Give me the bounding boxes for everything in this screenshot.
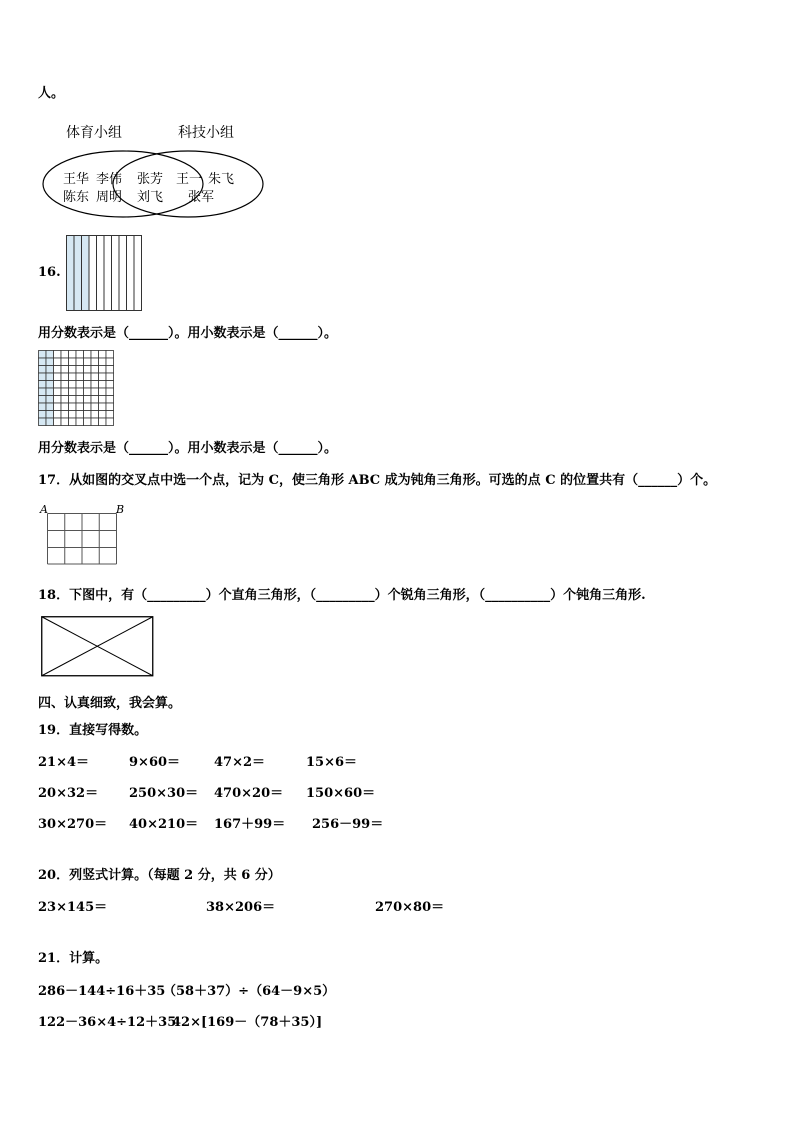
grid-cell — [69, 366, 77, 374]
q17-text: 17．从如图的交叉点中选一个点，记为 C，使三角形 ABC 成为钝角三角形。可选的点 C 的位置共有（______）个。 — [38, 473, 717, 488]
q19-title: 19．直接写得数。 — [38, 723, 148, 738]
grid-cell — [106, 388, 114, 396]
grid-cell — [84, 366, 92, 374]
shaded-cell — [46, 351, 54, 359]
strip — [89, 236, 97, 311]
grid-cell — [76, 351, 84, 359]
grid-cell — [76, 373, 84, 381]
grid-cell — [61, 396, 69, 404]
grid-cell — [61, 358, 69, 366]
shaded-cell — [46, 366, 54, 374]
grid-cell — [76, 358, 84, 366]
grid-cell — [76, 403, 84, 411]
grid-cell — [54, 351, 62, 359]
grid-cell — [91, 373, 99, 381]
grid-cell — [99, 366, 107, 374]
venn-label-tech: 科技小组 — [178, 125, 234, 141]
grid-cell — [84, 418, 92, 426]
shaded-cell — [46, 373, 54, 381]
venn-name: 陈东 — [63, 190, 90, 205]
grid-cell — [76, 418, 84, 426]
grid-cell — [54, 358, 62, 366]
grid-cell — [99, 351, 107, 359]
rectangle-diagonals-figure — [41, 616, 155, 678]
calc-item: 9×60＝ — [129, 755, 181, 770]
grid-cell — [99, 388, 107, 396]
grid-cell — [106, 396, 114, 404]
strip — [97, 236, 105, 311]
grid-cell — [91, 351, 99, 359]
grid-cell — [99, 381, 107, 389]
shaded-cell — [39, 403, 47, 411]
calc-item: 30×270＝ — [38, 817, 108, 832]
shaded-cell — [46, 388, 54, 396]
shaded-cell — [39, 381, 47, 389]
grid-cell — [91, 418, 99, 426]
grid-cell — [99, 418, 107, 426]
shaded-cell — [39, 411, 47, 419]
venn-name: 张芳 — [137, 172, 164, 187]
grid-cell — [84, 388, 92, 396]
grid-cell — [91, 358, 99, 366]
intro-text: 人。 — [38, 86, 65, 101]
grid-cell — [69, 418, 77, 426]
grid-cell — [84, 381, 92, 389]
grid-cell — [91, 381, 99, 389]
grid-cell — [69, 351, 77, 359]
grid-cell — [99, 358, 107, 366]
strip — [127, 236, 135, 311]
calc-item: 38×206＝ — [206, 900, 276, 915]
calc-item: 150×60＝ — [306, 786, 376, 801]
grid-cell — [106, 358, 114, 366]
grid-cell — [61, 366, 69, 374]
point-a-label: A — [40, 503, 48, 516]
shaded-cell — [39, 388, 47, 396]
grid-cell — [69, 411, 77, 419]
grid-cell — [76, 366, 84, 374]
grid-cell — [61, 411, 69, 419]
calc-item: 23×145＝ — [38, 900, 108, 915]
shaded-cell — [39, 418, 47, 426]
grid-cell — [69, 381, 77, 389]
grid-cell — [84, 396, 92, 404]
q16-line2: 用分数表示是（______）。用小数表示是（______）。 — [38, 441, 338, 456]
calc-item: 286－144÷16＋35 — [38, 984, 166, 999]
calc-item: 42×[169－（78＋35）] — [172, 1015, 323, 1030]
calc-item: 20×32＝ — [38, 786, 99, 801]
strip — [104, 236, 112, 311]
grid-cell — [69, 373, 77, 381]
q16-line1: 用分数表示是（______）。用小数表示是（______）。 — [38, 326, 338, 341]
grid-cell — [106, 351, 114, 359]
grid-cell — [54, 373, 62, 381]
strip — [134, 236, 142, 311]
grid-cell — [91, 388, 99, 396]
shaded-cell — [46, 418, 54, 426]
venn-label-sports: 体育小组 — [66, 125, 122, 141]
grid-cell — [84, 403, 92, 411]
calc-item: 270×80＝ — [375, 900, 445, 915]
grid-cell — [91, 403, 99, 411]
calc-item: 47×2＝ — [214, 755, 266, 770]
grid-cell — [91, 411, 99, 419]
grid-cell — [76, 396, 84, 404]
venn-name: 周明 — [96, 190, 123, 205]
section-title: 四、认真细致，我会算。 — [38, 696, 182, 711]
grid-cell — [69, 388, 77, 396]
grid-cell — [54, 418, 62, 426]
dot-grid-figure — [47, 513, 119, 565]
q20-title: 20．列竖式计算。（每题 2 分，共 6 分） — [38, 868, 281, 883]
grid-cell — [106, 373, 114, 381]
calc-item: 470×20＝ — [214, 786, 284, 801]
shaded-cell — [39, 351, 47, 359]
shaded-cell — [39, 358, 47, 366]
point-b-label: B — [116, 503, 125, 516]
grid-cell — [99, 396, 107, 404]
venn-name: 刘飞 — [137, 190, 164, 205]
shaded-cell — [46, 381, 54, 389]
grid-cell — [106, 366, 114, 374]
shaded-cell — [46, 358, 54, 366]
venn-name: 朱飞 — [208, 172, 235, 187]
grid-cell — [84, 351, 92, 359]
grid-cell — [106, 403, 114, 411]
strip — [119, 236, 127, 311]
shaded-strip — [82, 236, 90, 311]
grid-cell — [54, 411, 62, 419]
shaded-cell — [39, 396, 47, 404]
shaded-cell — [46, 411, 54, 419]
grid-cell — [99, 411, 107, 419]
shaded-cell — [46, 396, 54, 404]
grid-cell — [69, 403, 77, 411]
fraction-bar-figure — [66, 235, 142, 311]
grid-cell — [106, 418, 114, 426]
strip — [112, 236, 120, 311]
grid-cell — [76, 388, 84, 396]
grid-cell — [76, 381, 84, 389]
grid-cell — [99, 373, 107, 381]
hundred-grid-figure — [38, 350, 114, 426]
venn-name: 王一 — [176, 172, 203, 187]
grid-cell — [54, 381, 62, 389]
shaded-cell — [46, 403, 54, 411]
calc-item: 21×4＝ — [38, 755, 90, 770]
grid-cell — [91, 366, 99, 374]
calc-item: 167＋99＝ — [214, 817, 286, 832]
shaded-cell — [39, 366, 47, 374]
shaded-strip — [74, 236, 82, 311]
grid-cell — [69, 396, 77, 404]
venn-name: 李伟 — [96, 172, 123, 187]
calc-item: 122－36×4÷12＋35 — [38, 1015, 177, 1030]
grid-cell — [84, 358, 92, 366]
calc-item: 15×6＝ — [306, 755, 358, 770]
grid-cell — [84, 411, 92, 419]
grid-cell — [106, 381, 114, 389]
grid-cell — [61, 373, 69, 381]
grid-cell — [76, 411, 84, 419]
venn-name: 王华 — [63, 172, 90, 187]
grid-cell — [84, 373, 92, 381]
q21-title: 21．计算。 — [38, 951, 109, 966]
grid-cell — [69, 358, 77, 366]
q18-text: 18．下图中，有（_________）个直角三角形，（_________）个锐角三角形，（__________）个钝角三角形. — [38, 588, 646, 603]
calc-item: 40×210＝ — [129, 817, 199, 832]
grid-cell — [61, 381, 69, 389]
grid-cell — [54, 403, 62, 411]
calc-item: 256－99＝ — [312, 817, 384, 832]
calc-item: （58＋37）÷（64－9×5） — [163, 984, 336, 999]
venn-name: 张军 — [188, 190, 215, 205]
grid-cell — [106, 411, 114, 419]
shaded-cell — [39, 373, 47, 381]
question-number: 16. — [38, 265, 61, 280]
grid-cell — [61, 351, 69, 359]
grid-cell — [61, 388, 69, 396]
grid-cell — [54, 388, 62, 396]
shaded-strip — [67, 236, 75, 311]
grid-cell — [61, 403, 69, 411]
grid-cell — [54, 396, 62, 404]
grid-cell — [99, 403, 107, 411]
calc-item: 250×30＝ — [129, 786, 199, 801]
grid-cell — [54, 366, 62, 374]
grid-cell — [91, 396, 99, 404]
grid-cell — [61, 418, 69, 426]
